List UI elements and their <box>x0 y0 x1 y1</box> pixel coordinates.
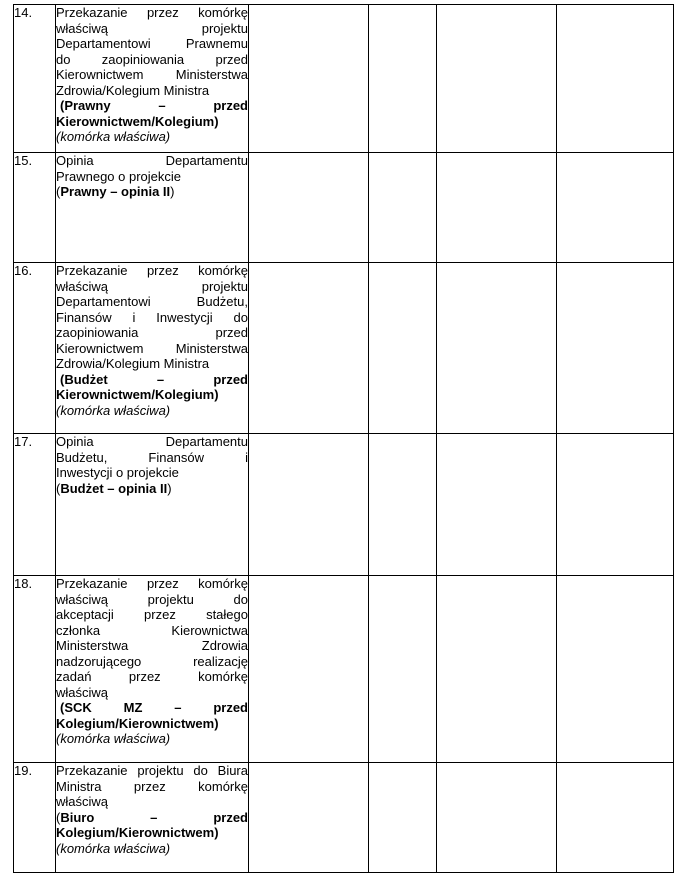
description-line: do zaopiniowania przed <box>56 51 248 67</box>
description-line: Opinia Departamentu <box>56 434 248 449</box>
responsible-label: Kierownictwem/Kolegium) <box>56 387 219 402</box>
description-line: Przekazanie przez komórkę <box>56 263 248 278</box>
procedure-table <box>13 4 674 873</box>
row-description <box>56 434 249 576</box>
row-number: 17. <box>14 434 56 576</box>
table-row <box>14 576 674 763</box>
description-line: właściwą projektu <box>56 20 248 36</box>
empty-cell <box>249 5 369 153</box>
empty-cell <box>249 434 369 576</box>
responsible-label: (Budżet – przed <box>60 371 248 387</box>
responsible-unit-note: (komórka właściwa) <box>56 731 171 746</box>
empty-cell <box>437 5 557 153</box>
empty-cell <box>557 153 674 263</box>
empty-cell <box>437 153 557 263</box>
description-line: Zdrowia/Kolegium Ministra <box>56 82 210 98</box>
row-description <box>56 5 249 153</box>
empty-cell <box>249 763 369 873</box>
row-number: 19. <box>14 763 56 873</box>
empty-cell <box>369 263 437 434</box>
description-line: Inwestycji o projekcie <box>56 465 179 480</box>
empty-cell <box>369 576 437 763</box>
responsible-label: (Biuro – przed <box>56 809 248 825</box>
table-row <box>14 434 674 576</box>
table-row <box>14 153 674 263</box>
description-line: Zdrowia/Kolegium Ministra <box>56 356 210 371</box>
empty-cell <box>369 434 437 576</box>
table-row <box>14 263 674 434</box>
empty-cell <box>557 763 674 873</box>
row-number: 16. <box>14 263 56 434</box>
description-line: Budżetu, Finansów i <box>56 449 248 465</box>
responsible-label: Kierownictwem/Kolegium) <box>56 113 219 129</box>
description-line: członka Kierownictwa <box>56 622 248 638</box>
description-line: Finansów i Inwestycji do <box>56 309 248 325</box>
description-line: zaopiniowania przed <box>56 325 248 340</box>
description-line: Przekazanie przez komórkę <box>56 576 248 591</box>
responsible-unit-note: (komórka właściwa) <box>56 402 171 418</box>
description-line: Departamentowi Budżetu, <box>56 294 248 309</box>
empty-cell <box>437 434 557 576</box>
description-line: właściwą projektu do <box>56 591 248 607</box>
responsible-unit-note: (komórka właściwa) <box>56 840 171 856</box>
responsible-label: Kolegium/Kierownictwem) <box>56 715 219 731</box>
description-line: Opinia Departamentu <box>56 153 248 168</box>
row-description <box>56 763 249 873</box>
row-number: 15. <box>14 153 56 263</box>
description-line: Departamentowi Prawnemu <box>56 36 248 51</box>
empty-cell <box>249 576 369 763</box>
responsible-label: (SCK MZ – przed <box>60 700 248 715</box>
opinion-label: (Prawny – opinia II) <box>56 184 175 199</box>
description-line: Kierownictwem Ministerstwa <box>56 67 248 82</box>
empty-cell <box>369 5 437 153</box>
description-line: Przekazanie przez komórkę <box>56 5 248 20</box>
description-line: nadzorującego realizację <box>56 653 248 669</box>
empty-cell <box>557 434 674 576</box>
opinion-label: (Budżet – opinia II) <box>56 480 172 496</box>
description-line: właściwą <box>56 794 109 809</box>
description-line: właściwą <box>56 684 109 700</box>
responsible-label-text: Kolegium/Kierownictwem) <box>56 825 219 840</box>
description-line: Przekazanie projektu do Biura <box>56 763 248 778</box>
empty-cell <box>369 763 437 873</box>
description-line: Kierownictwem Ministerstwa <box>56 340 248 356</box>
responsible-label: (Prawny – przed <box>60 98 248 113</box>
empty-cell <box>557 576 674 763</box>
empty-cell <box>437 763 557 873</box>
empty-cell <box>369 153 437 263</box>
description-line: Prawnego o projekcie <box>56 168 182 184</box>
row-number: 18. <box>14 576 56 763</box>
empty-cell <box>249 263 369 434</box>
table-body <box>14 5 674 873</box>
description-line: Ministra przez komórkę <box>56 778 248 794</box>
responsible-unit-note: (komórka właściwa) <box>56 129 171 144</box>
empty-cell <box>437 263 557 434</box>
row-description <box>56 153 249 263</box>
opinion-label-text: Prawny – opinia II <box>60 184 171 199</box>
row-description <box>56 263 249 434</box>
table-row <box>14 5 674 153</box>
table-row <box>14 763 674 873</box>
description-line: akceptacji przez stałego <box>56 607 248 622</box>
description-line: właściwą projektu <box>56 278 248 294</box>
description-line: Ministerstwa Zdrowia <box>56 638 248 653</box>
row-number: 14. <box>14 5 56 153</box>
empty-cell <box>437 576 557 763</box>
responsible-label-text: Biuro – przed <box>60 809 248 825</box>
empty-cell <box>557 5 674 153</box>
empty-cell <box>557 263 674 434</box>
opinion-label-text: Budżet – opinia II <box>60 480 168 496</box>
description-line: zadań przez komórkę <box>56 669 248 684</box>
row-description <box>56 576 249 763</box>
empty-cell <box>249 153 369 263</box>
